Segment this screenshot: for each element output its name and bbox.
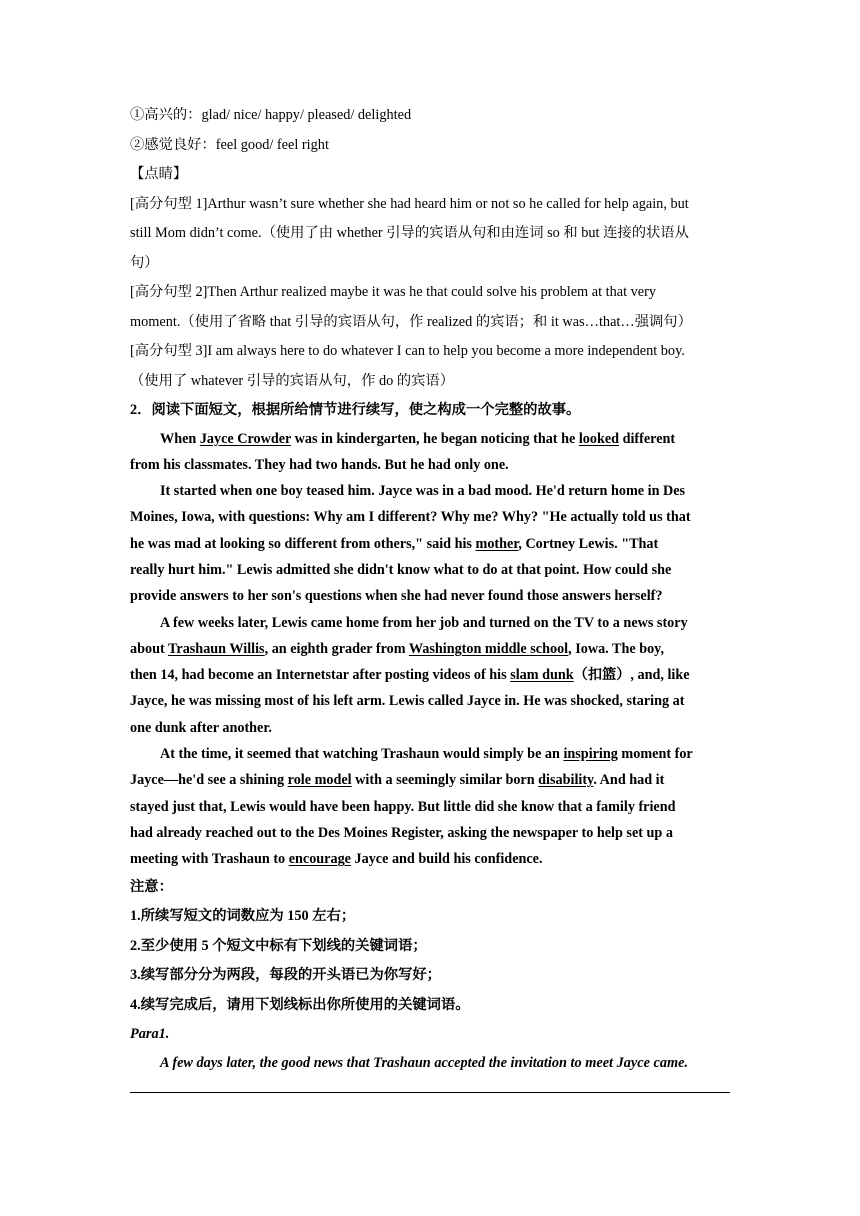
note-4: 4.续写完成后，请用下划线标出你所使用的关键词语。 [130,996,470,1013]
note-3: 3.续写部分分为两段，每段的开头语已为你写好； [130,967,441,984]
story-p2-line-1: It started when one boy teased him. Jayce was in a bad mood. He'd return home in Des [160,483,686,500]
story-p4-line-5: meeting with Trashaun to encourage Jayce and build his confidence. [130,851,543,868]
keyword-disability: disability [538,772,594,789]
sentence-pattern-1-line-3: 句） [130,254,159,271]
keyword-inspiring: inspiring [563,746,618,763]
notes-title: 注意： [130,878,173,895]
sentence-pattern-3-line-1: [高分句型 3]I am always here to do whatever I can to help you become a more independent boy. [130,343,685,359]
story-p2-line-2: Moines, Iowa, with questions: Why am I different? Why me? Why? "He actually told us that [130,509,691,526]
story-p4-line-2: Jayce—he'd see a shining role model with a seemingly similar born disability. And had it [130,772,665,789]
keyword-jayce-crowder: Jayce Crowder [199,430,292,447]
keyword-mother: mother [475,535,519,552]
highlight-heading: 【点睛】 [130,166,188,182]
keyword-looked: looked [578,430,620,447]
story-p4-line-1: At the time, it seemed that watching Trashaun would simply be an inspiring moment for [160,746,693,763]
vocab-line-2: ②感觉良好：feel good/ feel right [130,136,329,153]
story-p2-line-5: provide answers to her son's questions when she had never found those answers herself? [130,588,663,605]
story-p4-line-4: had already reached out to the Des Moines Register, asking the newspaper to help set up a [130,824,673,841]
sentence-pattern-2-line-1: [高分句型 2]Then Arthur realized maybe it was he that could solve his problem at that very [130,284,657,300]
story-p3-line-4: Jayce, he was missing most of his left arm. Lewis called Jayce in. He was shocked, staring at [130,693,685,710]
story-p3-line-3: then 14, had become an Internetstar after posting videos of his slam dunk（扣篮）, and, like [130,667,690,684]
answer-writing-line[interactable] [130,1080,730,1093]
note-2: 2.至少使用 5 个短文中标有下划线的关键词语； [130,937,427,954]
para1-label: Para1. [130,1026,170,1043]
vocab-line-1: ①高兴的：glad/ nice/ happy/ pleased/ delighted [130,107,412,123]
keyword-encourage: encourage [288,851,351,868]
document-page [130,101,730,1093]
story-p2-line-4: really hurt him." Lewis admitted she didn't know what to do at that point. How could she [130,561,672,578]
note-1: 1.所续写短文的词数应为 150 左右； [130,908,356,925]
story-p3-line-2: about Trashaun Willis, an eighth grader from Washington middle school, Iowa. The boy, [130,640,665,657]
keyword-washington-middle-school: Washington middle school [408,640,569,657]
sentence-pattern-2-line-2: moment.（使用了省略 that 引导的宾语从句，作 realized 的宾语；和 it was…that…强调句） [130,313,692,330]
sentence-pattern-3-line-2: （使用了 whatever 引导的宾语从句，作 do 的宾语） [130,372,455,389]
keyword-trashaun-willis: Trashaun Willis [167,640,265,657]
story-p2-line-3: he was mad at looking so different from others," said his mother, Cortney Lewis. "That [130,535,659,552]
sentence-pattern-1-line-1: [高分句型 1]Arthur wasn’t sure whether she had heard him or not so he called for help again, but [130,195,689,212]
keyword-slam-dunk: slam dunk [510,667,574,684]
notes-section [130,873,730,1021]
story-p1-line-1: When Jayce Crowder was in kindergarten, he began noticing that he looked different [160,430,676,447]
story-p1-line-2: from his classmates. They had two hands. But he had only one. [130,456,509,473]
story-passage [130,426,730,873]
story-p3-line-5: one dunk after another. [130,719,272,736]
task-heading: 2．阅读下面短文，根据所给情节进行续写，使之构成一个完整的故事。 [130,402,581,418]
story-p3-line-1: A few weeks later, Lewis came home from her job and turned on the TV to a news story [160,614,688,631]
sentence-pattern-1-line-2: still Mom didn’t come.（使用了由 whether 引导的宾语从句和由连词 so 和 but 连接的状语从 [130,225,689,241]
story-p4-line-3: stayed just that, Lewis would have been happy. But little did she know that a family friend [130,798,676,815]
keyword-role-model: role model [287,772,352,789]
para1-opening-sentence: A few days later, the good news that Trashaun accepted the invitation to meet Jayce came. [160,1054,689,1071]
